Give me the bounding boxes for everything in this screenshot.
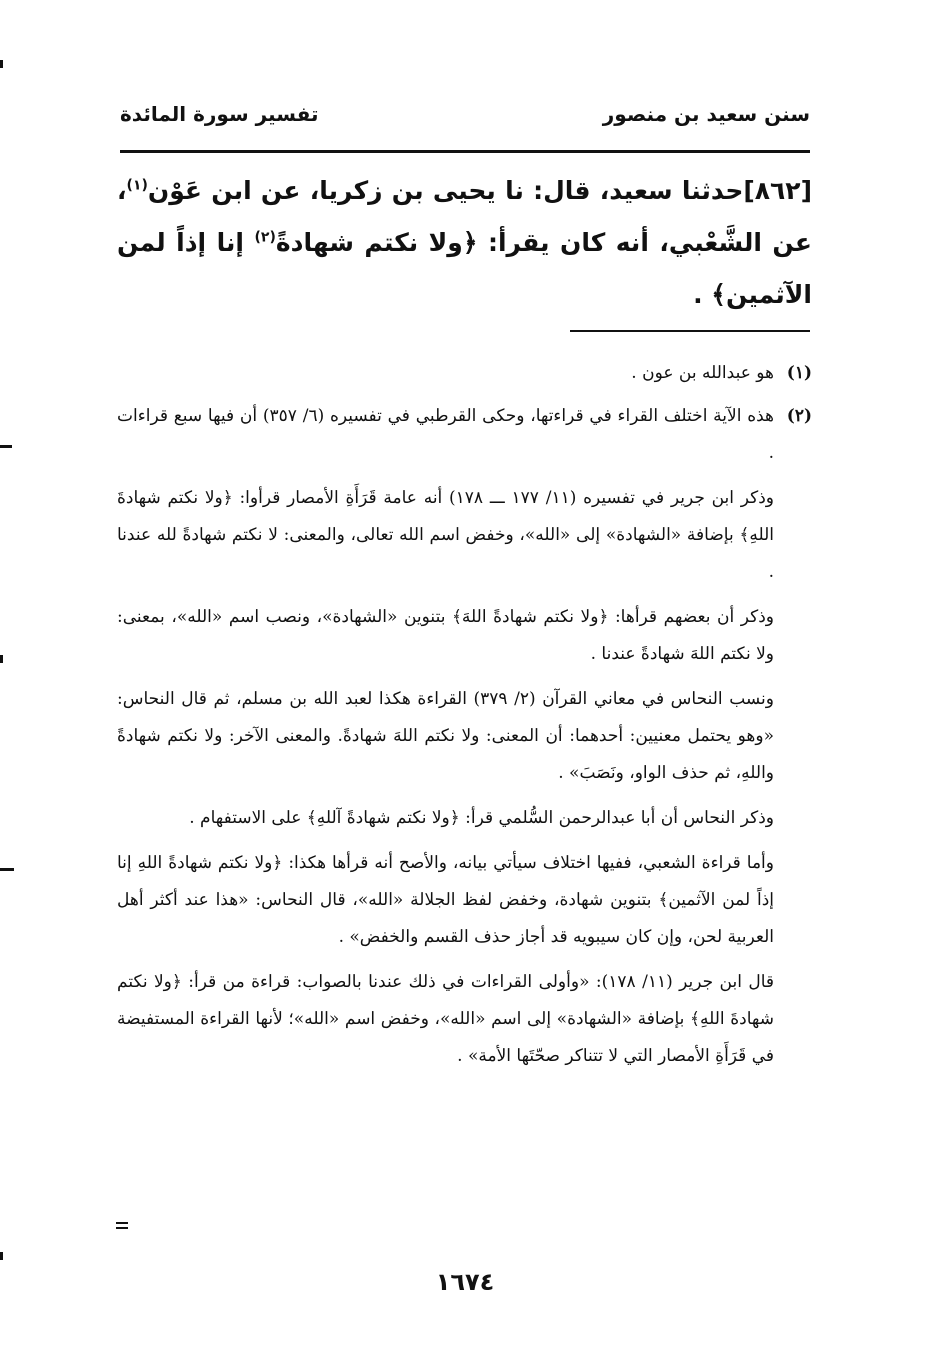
footnote-separator <box>570 330 810 332</box>
footnote-2-paragraph: ونسب النحاس في معاني القرآن (٢/ ٣٧٩) القراءة هكذا لعبد الله بن مسلم، ثم قال النحاس: «وهو يحتمل معنيين: أحدهما: أن المعنى: ولا نكتم اللهَ شهادةً. والمعنى الآخر: ولا نكتم شهادةً واللهِ، ثم حذف الواو، ونَصَبَ» . <box>117 689 774 783</box>
scan-mark <box>0 868 14 871</box>
hadith-isnad: حدثنا سعيد، قال: نا يحيى بن زكريا، عن ابن عَوْن <box>147 176 744 205</box>
footnote-2 <box>117 398 812 1083</box>
footnote-2-paragraph: وأما قراءة الشعبي، ففيها اختلاف سيأتي بيانه، والأصح أنه قرأها هكذا: ﴿ولا نكتم شهادةً اللهِ إنا إذاً لمن الآثمين﴾ بتنوين شهادة، وخفض لفظ الجلالة «الله»، قال النحاس: «هذا عند أكثر أهل العربية لحن، وإن كان سيبويه قد أجاز حذف القسم والخفض» . <box>117 853 774 947</box>
running-header <box>120 96 810 136</box>
footnote-1-marker: (١) <box>786 363 812 383</box>
footnote-2-paragraph: هذه الآية اختلف القراء في قراءتها، وحكى القرطبي في تفسيره (٦/ ٣٥٧) أن فيها سبع قراءات . <box>117 406 774 463</box>
chapter-title: تفسير سورة المائدة <box>120 102 319 126</box>
footnote-1-text: هو عبدالله بن عون . <box>631 363 774 383</box>
book-title: سنن سعيد بن منصور <box>602 102 810 126</box>
scan-mark <box>0 60 3 68</box>
footnote-ref-1[interactable]: (١) <box>126 177 148 194</box>
page-number: ١٦٧٤ <box>435 1268 495 1296</box>
header-rule <box>120 150 810 153</box>
scan-mark <box>116 1222 128 1224</box>
footnote-2-marker: (٢) <box>786 406 812 426</box>
footnote-1 <box>117 355 812 398</box>
scan-mark <box>0 655 3 663</box>
hadith-matn-end: إنا إذاً لمن الآثمين﴾ . <box>117 228 812 309</box>
footnote-ref-2[interactable]: (٢) <box>254 229 276 246</box>
footnote-2-paragraph: قال ابن جرير (١١/ ١٧٨): «وأولى القراءات في ذلك عندنا بالصواب: قراءة من قرأ: ﴿ولا نكتم شهادةَ اللهِ﴾ بإضافة «الشهادة» إلى اسم «الله»، وخفض اسم «الله»؛ لأنها القراءة المستفيضة في قَرَأَةِ الأمصار التي لا تتناكر صحّتَها الأمة» . <box>117 972 775 1066</box>
scan-mark <box>116 1227 128 1229</box>
footnote-2-paragraph: وذكر ابن جرير في تفسيره (١١/ ١٧٧ ـــ ١٧٨) أنه عامة قَرَأَةِ الأمصار قرأوا: ﴿ولا نكتم شهادةَ اللهِ﴾ بإضافة «الشهادة» إلى «الله»، وخفض اسم الله تعالى، والمعنى: لا نكتم شهادةً لله عندنا . <box>117 488 775 582</box>
scan-mark <box>0 1252 3 1260</box>
footnote-2-paragraph: وذكر النحاس أن أبا عبدالرحمن السُّلمي قرأ: ﴿ولا نكتم شهادةً آللهِ﴾ على الاستفهام . <box>189 808 774 828</box>
hadith-text <box>117 165 812 321</box>
footnotes <box>117 355 812 1083</box>
hadith-number: [٨٦٢] <box>743 176 812 205</box>
scan-mark <box>0 445 12 448</box>
footnote-2-paragraph: وذكر أن بعضهم قرأها: ﴿ولا نكتم شهادةً اللهَ﴾ بتنوين «الشهادة»، ونصب اسم «الله»، بمعنى: ولا نكتم اللهَ شهادةً عندنا . <box>117 607 774 664</box>
hadith-matn: ، عن الشَّعْبي، أنه كان يقرأ: ﴿ولا نكتم شهادةً <box>117 176 812 257</box>
